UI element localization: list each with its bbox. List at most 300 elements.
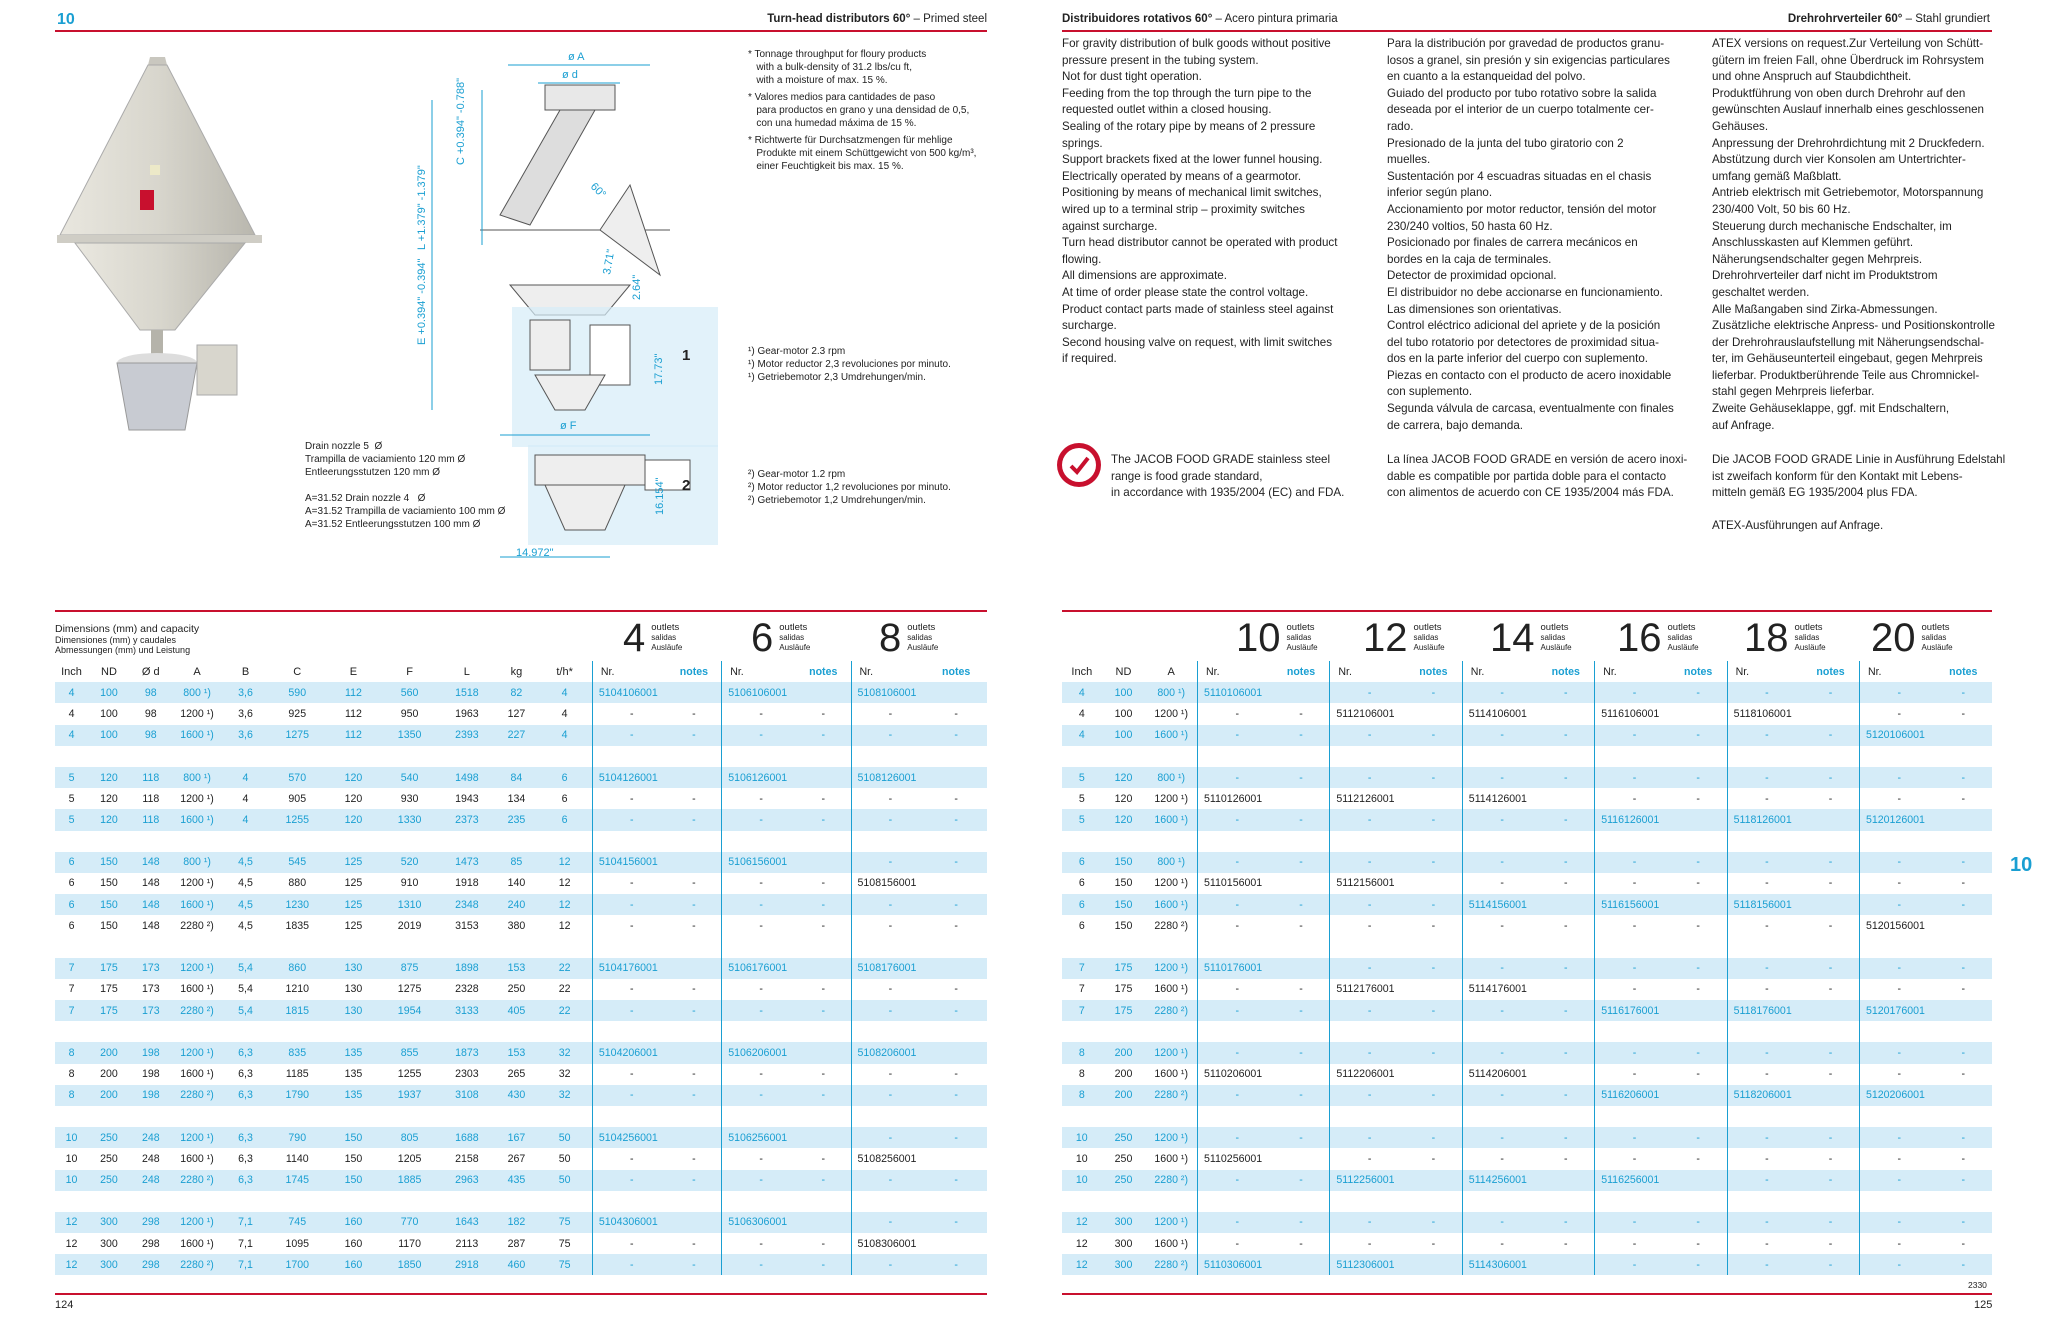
dim-w1: 14.972": [516, 547, 554, 559]
table-cell: 1700: [269, 1254, 326, 1275]
table-cell: 7,1: [222, 1212, 268, 1233]
table-cell: 120: [1102, 809, 1146, 830]
table-cell: 250: [507, 983, 526, 996]
table-cell: -: [1330, 1148, 1405, 1169]
table-cell: -: [1935, 894, 1992, 915]
table-cell: -: [1859, 1212, 1934, 1233]
table-cell: [1935, 1085, 1992, 1106]
table-cell: 7: [55, 1000, 88, 1021]
table-cell: 8: [1062, 1042, 1102, 1063]
table-cell: 5120176001: [1859, 1000, 1934, 1021]
table-cell: [55, 1021, 88, 1042]
table-cell: 5116176001: [1595, 1000, 1670, 1021]
table-cell: 120: [326, 809, 381, 830]
table-row: [1062, 979, 1992, 1000]
table-cell: 173: [141, 983, 160, 996]
table-cell: [1198, 746, 1273, 767]
table-cell: [1405, 1191, 1462, 1212]
table-cell: -: [1595, 1233, 1670, 1254]
table-cell: -: [821, 877, 825, 890]
table-cell: -: [592, 809, 666, 830]
column-header: A: [193, 665, 201, 678]
table-cell: -: [1595, 1064, 1670, 1085]
table-cell: 5104256001: [592, 1127, 666, 1148]
table-cell: [851, 1106, 925, 1127]
column-header: notes: [679, 665, 709, 678]
table-cell: [1273, 958, 1330, 979]
table-row: [55, 703, 987, 724]
table-cell: -: [1595, 725, 1670, 746]
table-cell: 5106176001: [722, 958, 796, 979]
table-cell: 4,5: [222, 852, 268, 873]
table-cell: -: [722, 1148, 796, 1169]
table-cell: [796, 1127, 851, 1148]
table-cell: 1600 ¹): [1154, 1068, 1188, 1081]
table-cell: -: [692, 792, 696, 805]
table-cell: 7: [1062, 1000, 1102, 1021]
table-cell: [269, 936, 326, 957]
outlets-header-20: [1871, 618, 1953, 658]
table-cell: [1273, 1191, 1330, 1212]
table-cell: [1935, 1191, 1992, 1212]
table-cell: 267: [507, 1152, 526, 1165]
table-cell: 1954: [381, 1000, 438, 1021]
page-number-right: 125: [1974, 1299, 1993, 1311]
table-cell: [130, 746, 172, 767]
tonnage-note-line: * Richtwerte für Durchsatzmengen für mehlige: [748, 135, 953, 146]
table-cell: [1802, 703, 1859, 724]
table-cell: 12: [1062, 1254, 1102, 1275]
variant-1-label: 1: [682, 347, 691, 364]
column-header: B: [241, 665, 250, 678]
motor2-note-line: ²) Getriebemotor 1,2 Umdrehungen/min.: [748, 495, 926, 506]
table-cell: 50: [558, 1152, 571, 1165]
table-cell: [130, 831, 172, 852]
table-cell: [1802, 1000, 1859, 1021]
table-cell: 160: [326, 1254, 381, 1275]
table-cell: 300: [100, 1237, 118, 1250]
table-cell: 8: [68, 1068, 75, 1081]
table-cell: 5120126001: [1859, 809, 1934, 830]
table-cell: [1935, 915, 1992, 936]
table-cell: -: [667, 1085, 722, 1106]
table-cell: 5112126001: [1330, 788, 1405, 809]
column-header: t/h*: [556, 665, 573, 678]
table-cell: [851, 1021, 925, 1042]
table-cell: [1802, 894, 1859, 915]
divider: [55, 610, 987, 612]
table-cell: 5106156001: [722, 852, 796, 873]
drain-note-line: A=31.52 Drain nozzle 4 Ø: [305, 493, 426, 504]
table-cell: -: [592, 725, 666, 746]
table-cell: -: [1595, 682, 1670, 703]
table-cell: 1745: [269, 1170, 326, 1191]
column-header: notes: [1551, 665, 1580, 678]
table-cell: 2280 ²): [172, 1170, 223, 1191]
table-cell: [1727, 746, 1802, 767]
table-cell: 1170: [398, 1237, 421, 1250]
table-cell: [796, 1212, 851, 1233]
table-cell: [1102, 1106, 1146, 1127]
table-cell: [438, 746, 495, 767]
table-cell: 2303: [455, 1068, 479, 1081]
table-cell: 173: [130, 958, 172, 979]
table-cell: 112: [326, 682, 381, 703]
table-cell: -: [1462, 1000, 1537, 1021]
table-cell: -: [1828, 983, 1833, 996]
table-cell: -: [1859, 767, 1934, 788]
table-row: [55, 682, 987, 703]
outlets-header-6: [751, 618, 810, 658]
table-cell: -: [1727, 1212, 1802, 1233]
table-cell: 2280 ²): [1154, 919, 1188, 932]
table-cell: 5108306001: [851, 1233, 925, 1254]
table-cell: 5118156001: [1727, 894, 1802, 915]
table-cell: 1200 ¹): [1145, 1127, 1197, 1148]
table-cell: [1670, 894, 1727, 915]
table-cell: [796, 958, 851, 979]
table-cell: [1462, 936, 1537, 957]
table-cell: -: [1595, 1148, 1670, 1169]
table-cell: 5112306001: [1330, 1254, 1405, 1275]
table-cell: [1330, 1106, 1405, 1127]
table-cell: 12: [1062, 1212, 1102, 1233]
table-cell: 5110256001: [1198, 1148, 1273, 1169]
column-header: Inch: [1071, 665, 1093, 678]
table-cell: [438, 831, 495, 852]
column-header: Nr.: [1198, 661, 1273, 682]
table-cell: [1670, 703, 1727, 724]
table-cell: [1670, 1085, 1727, 1106]
table-cell: -: [1273, 809, 1330, 830]
table-cell: -: [1330, 767, 1405, 788]
motor1-note-line: ¹) Motor reductor 2,3 revoluciones por minuto.: [748, 359, 951, 370]
table-cell: 120: [1102, 767, 1146, 788]
table-cell: [1062, 831, 1102, 852]
table-cell: -: [796, 809, 851, 830]
table-row: [1062, 1212, 1992, 1233]
table-cell: [1145, 936, 1197, 957]
tonnage-note-line: Produkte mit einem Schüttgewicht von 500 kg/m³,: [748, 148, 977, 159]
column-header: A: [1167, 665, 1175, 678]
table-cell: -: [1273, 1127, 1330, 1148]
table-row: [55, 1170, 987, 1191]
table-cell: -: [1330, 852, 1405, 873]
table-row: [1062, 703, 1992, 724]
variant-2-label: 2: [682, 477, 691, 494]
table-cell: 950: [400, 707, 419, 720]
table-cell: -: [722, 703, 796, 724]
table-cell: [537, 1021, 592, 1042]
drain-note-line: Drain nozzle 5 Ø: [305, 441, 383, 452]
table-cell: 160: [344, 1237, 363, 1250]
table-cell: -: [1670, 682, 1727, 703]
table-cell: 1600 ¹): [172, 725, 223, 746]
food-grade-de: Die JACOB FOOD GRADE Linie in Ausführung Edelstahl ist zweifach konform für den Kontakt mit Lebens- mitteln gemäß EG 1935/2004 plus FDA. ATEX-Ausführungen auf Anfrage.: [1712, 453, 2006, 533]
table-cell: 125: [326, 894, 381, 915]
table-cell: [1405, 1021, 1462, 1042]
table-cell: -: [1595, 873, 1670, 894]
table-cell: [1062, 936, 1102, 957]
table-cell: [796, 1042, 851, 1063]
table-cell: -: [1935, 1170, 1992, 1191]
table-cell: -: [1935, 682, 1992, 703]
table-cell: 5106106001: [722, 682, 796, 703]
table-cell: 5114256001: [1462, 1170, 1537, 1191]
table-cell: [1198, 831, 1273, 852]
table-cell: [1462, 746, 1537, 767]
table-cell: -: [1828, 877, 1833, 890]
table-cell: [495, 936, 537, 957]
row-spacer: [1062, 936, 1992, 957]
table-row: [1062, 788, 1992, 809]
table-cell: -: [1935, 1254, 1992, 1275]
table-cell: 200: [88, 1085, 130, 1106]
table-cell: 5: [1078, 792, 1085, 805]
food-grade-logo: [1056, 442, 1102, 488]
table-cell: 3153: [455, 919, 479, 932]
table-cell: [722, 1191, 796, 1212]
table-cell: 250: [1102, 1170, 1146, 1191]
table-cell: [495, 746, 537, 767]
drain-notes: [305, 440, 505, 531]
table-cell: 1255: [269, 809, 326, 830]
table-cell: -: [1330, 1042, 1405, 1063]
table-cell: [537, 746, 592, 767]
table-cell: [1595, 1106, 1670, 1127]
table-cell: 148: [141, 919, 160, 932]
tonnage-note-line: para productos en grano y una densidad de 0,5,: [748, 105, 970, 116]
table-cell: [925, 1148, 987, 1169]
table-cell: [1727, 1106, 1802, 1127]
table-cell: 3,6: [222, 682, 268, 703]
table-cell: 4,5: [222, 894, 268, 915]
right-outlets-table: [1062, 661, 1992, 1275]
table-cell: -: [1727, 979, 1802, 1000]
table-cell: 590: [269, 682, 326, 703]
divider: [1062, 1293, 1992, 1295]
table-cell: -: [692, 983, 696, 996]
table-cell: 5: [1062, 809, 1102, 830]
table-row: [55, 852, 987, 873]
table-cell: -: [1537, 852, 1594, 873]
outlets-label: outlets salidas Ausläufe: [779, 622, 811, 652]
table-cell: 1200 ¹): [1154, 792, 1188, 805]
table-cell: 150: [1114, 877, 1133, 890]
table-cell: 5112176001: [1330, 979, 1405, 1000]
table-cell: 300: [1102, 1212, 1146, 1233]
table-cell: 5110206001: [1198, 1064, 1273, 1085]
table-row: [55, 873, 987, 894]
column-header: notes: [1949, 665, 1978, 678]
table-cell: [381, 746, 438, 767]
table-cell: [1859, 1021, 1934, 1042]
table-cell: -: [796, 1254, 851, 1275]
table-cell: -: [667, 1000, 722, 1021]
table-cell: [1462, 1191, 1537, 1212]
tonnage-note-line: einer Feuchtigkeit bis max. 15 %.: [748, 161, 904, 172]
table-cell: 150: [100, 919, 118, 932]
table-cell: 2280 ²): [1145, 1000, 1197, 1021]
table-cell: [1405, 746, 1462, 767]
drain-note-line: A=31.52 Trampilla de vaciamiento 100 mm Ø: [305, 506, 506, 517]
table-cell: [851, 1191, 925, 1212]
table-cell: 298: [141, 1237, 160, 1250]
table-cell: 380: [507, 919, 526, 932]
table-cell: -: [1273, 767, 1330, 788]
table-cell: 5106206001: [722, 1042, 796, 1063]
table-cell: 140: [507, 877, 526, 890]
dim-d: ø d: [562, 69, 578, 81]
table-cell: 6: [1062, 894, 1102, 915]
table-cell: [1802, 1085, 1859, 1106]
outlets-label: outlets salidas Ausläufe: [1413, 622, 1445, 652]
table-cell: [1198, 1191, 1273, 1212]
table-cell: -: [1198, 809, 1273, 830]
table-cell: -: [1935, 852, 1992, 873]
table-cell: -: [1727, 1042, 1802, 1063]
table-cell: -: [692, 1237, 696, 1250]
table-cell: [667, 1106, 722, 1127]
table-cell: 200: [1102, 1085, 1146, 1106]
table-cell: -: [722, 894, 796, 915]
table-cell: -: [1431, 1152, 1436, 1165]
table-cell: -: [1595, 958, 1670, 979]
table-cell: [1062, 746, 1102, 767]
table-cell: 5114306001: [1462, 1254, 1537, 1275]
table-cell: [1102, 1191, 1146, 1212]
table-cell: 2963: [438, 1170, 495, 1191]
table-cell: -: [1198, 1000, 1273, 1021]
table-cell: 5112156001: [1330, 873, 1405, 894]
table-cell: 5112256001: [1330, 1170, 1405, 1191]
column-header: notes: [1816, 665, 1845, 678]
table-cell: -: [1537, 682, 1594, 703]
table-cell: 120: [88, 809, 130, 830]
table-cell: 1963: [455, 707, 479, 720]
table-row: [1062, 725, 1992, 746]
table-cell: 1200 ¹): [172, 1212, 223, 1233]
table-row: [1062, 894, 1992, 915]
table-cell: 6: [1078, 919, 1085, 932]
table-cell: 120: [344, 792, 363, 805]
table-cell: -: [1273, 1085, 1330, 1106]
dim-C: C +0.394" -0.788": [455, 77, 467, 165]
column-header: Nr.: [1330, 661, 1405, 682]
table-cell: -: [1198, 1042, 1273, 1063]
table-cell: 153: [495, 1042, 537, 1063]
table-cell: [1537, 1106, 1594, 1127]
table-cell: [1198, 936, 1273, 957]
outlet-count: 10: [1236, 616, 1281, 660]
table-cell: 6: [1062, 852, 1102, 873]
table-cell: -: [1670, 1127, 1727, 1148]
dim-h4: 16.154": [654, 477, 666, 515]
table-cell: [1802, 831, 1859, 852]
table-cell: -: [925, 1254, 987, 1275]
table-cell: -: [1935, 958, 1992, 979]
table-row: [1062, 767, 1992, 788]
table-cell: -: [1828, 1237, 1833, 1250]
table-cell: [1670, 1170, 1727, 1191]
table-cell: -: [1828, 1068, 1833, 1081]
table-row: [55, 1000, 987, 1021]
right-page-title-es: Distribuidores rotativos 60° – Acero pintura primaria: [1062, 13, 1338, 25]
table-cell: -: [1961, 877, 1966, 890]
table-cell: 300: [88, 1254, 130, 1275]
table-cell: -: [1696, 1068, 1700, 1081]
table-cell: -: [1405, 1127, 1462, 1148]
table-cell: -: [925, 894, 987, 915]
table-cell: 800 ¹): [172, 682, 223, 703]
table-cell: 150: [1114, 919, 1133, 932]
table-cell: 2280 ²): [172, 1085, 223, 1106]
table-cell: 1688: [438, 1127, 495, 1148]
table-cell: 1600 ¹): [1145, 809, 1197, 830]
table-cell: -: [1595, 788, 1670, 809]
table-cell: 5118126001: [1727, 809, 1802, 830]
table-cell: [495, 1021, 537, 1042]
table-cell: -: [1935, 767, 1992, 788]
column-header: Nr.: [1595, 661, 1670, 682]
table-cell: 12: [537, 894, 592, 915]
table-cell: -: [692, 919, 696, 932]
table-cell: 1600 ¹): [180, 1237, 214, 1250]
table-cell: [722, 1021, 796, 1042]
table-cell: 1518: [438, 682, 495, 703]
table-cell: 1185: [285, 1068, 309, 1081]
table-cell: 98: [144, 707, 157, 720]
table-cell: -: [851, 1000, 925, 1021]
table-cell: 405: [495, 1000, 537, 1021]
table-cell: -: [851, 1170, 925, 1191]
table-cell: 790: [269, 1127, 326, 1148]
table-cell: 125: [326, 852, 381, 873]
table-row: [1062, 852, 1992, 873]
table-cell: -: [1828, 919, 1833, 932]
table-cell: 435: [495, 1170, 537, 1191]
table-cell: [88, 831, 130, 852]
table-cell: -: [1564, 919, 1568, 932]
table-cell: -: [722, 915, 796, 936]
table-cell: 150: [1102, 894, 1146, 915]
table-cell: -: [1330, 1233, 1405, 1254]
table-cell: -: [667, 894, 722, 915]
table-cell: 855: [381, 1042, 438, 1063]
table-cell: [925, 936, 987, 957]
table-cell: 10: [55, 1170, 88, 1191]
table-cell: 10: [1062, 1127, 1102, 1148]
table-cell: 12: [65, 1237, 78, 1250]
table-cell: -: [592, 1148, 666, 1169]
table-cell: [495, 831, 537, 852]
catalog-code: 2330: [1968, 1280, 1987, 1290]
table-cell: -: [1405, 809, 1462, 830]
table-cell: [1537, 746, 1594, 767]
table-cell: 460: [495, 1254, 537, 1275]
table-cell: [1273, 873, 1330, 894]
table-cell: [438, 1191, 495, 1212]
table-cell: 1275: [269, 725, 326, 746]
table-cell: -: [954, 1068, 958, 1081]
table-cell: 1873: [438, 1042, 495, 1063]
table-cell: -: [1727, 1254, 1802, 1275]
table-cell: -: [1696, 983, 1700, 996]
table-cell: 120: [326, 767, 381, 788]
table-cell: [592, 831, 666, 852]
table-cell: [172, 746, 223, 767]
table-cell: 1600 ¹): [1154, 1237, 1188, 1250]
